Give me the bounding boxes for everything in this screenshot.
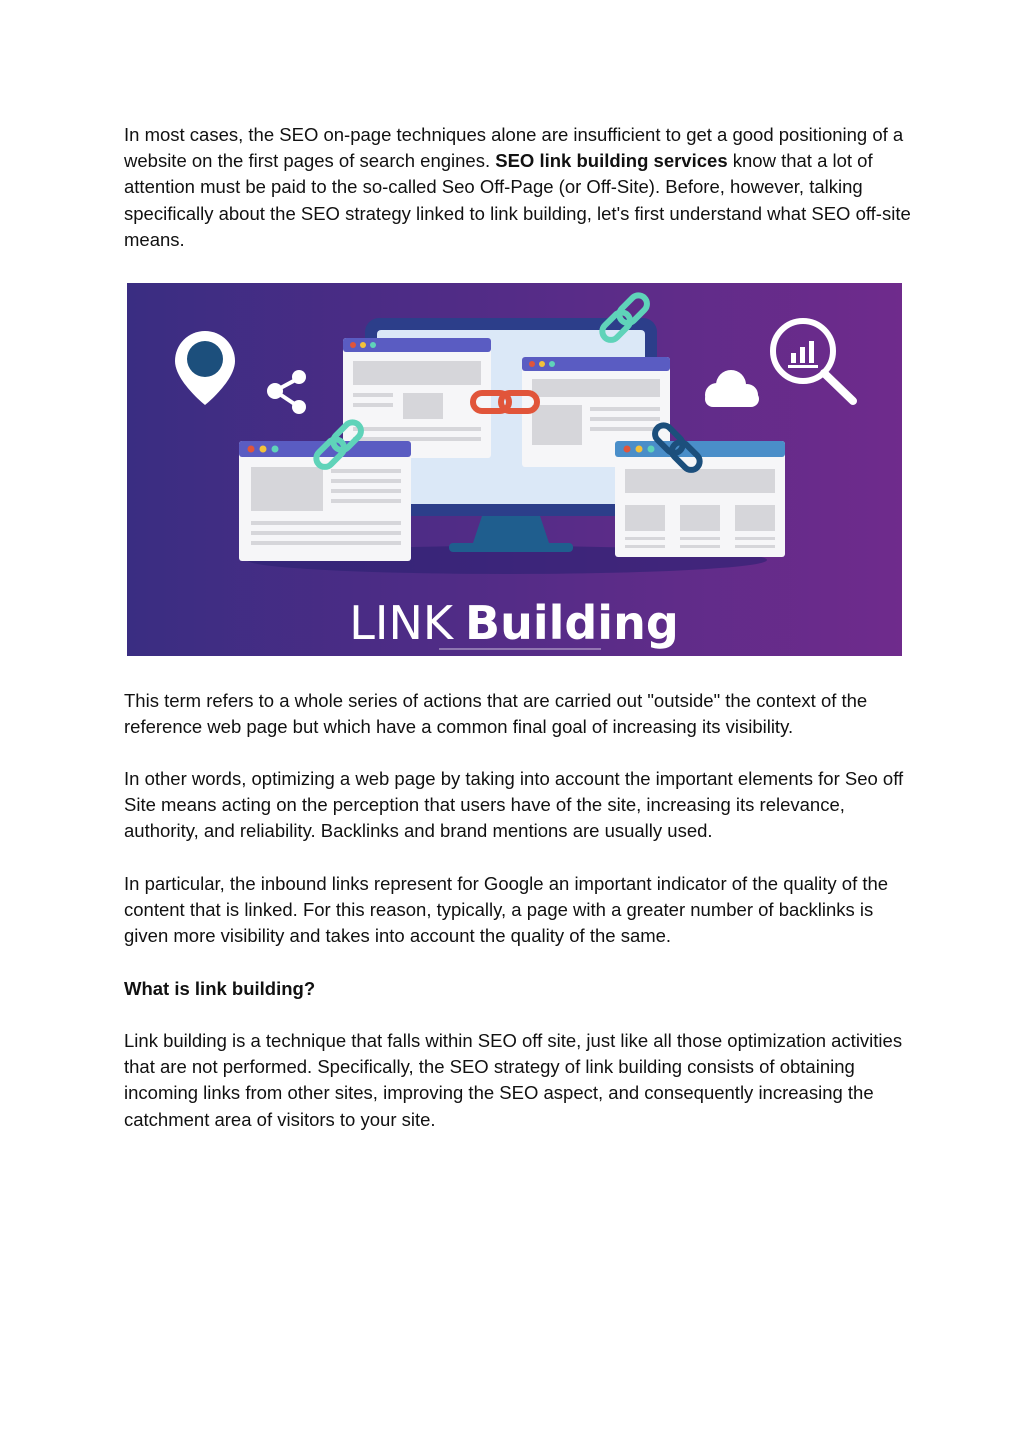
paragraph-outside-context: This term refers to a whole series of actions that are carried out "outside" the context of the reference web page but which have a common final goal of increasing its visibility. — [124, 690, 868, 738]
paragraph-other-words: In other words, optimizing a web page by taking into account the important elements for Seo off Site means acting on the perception that users have of the site, increasing its relevance, authority, and reliability. Backlinks and brand mentions are usually used. — [124, 768, 904, 842]
browser-window-top-left — [343, 338, 491, 458]
intro-text-before: In most cases, the SEO on-page techniques alone are insufficient to get a good positioning of a website on the first pages of search engines. — [124, 124, 904, 172]
link-building-hero-image — [127, 283, 902, 656]
intro-paragraph — [124, 122, 914, 253]
section-heading: What is link building? — [124, 978, 316, 999]
paragraph-link-building: Link building is a technique that falls within SEO off site, just like all those optimization activities that are not performed. Specifically, the SEO strategy of link building consists of obtaining incoming links from other sites, improving the SEO aspect, and consequently increasing the catchment area of visitors to your site. — [124, 1030, 903, 1130]
hero-title-bold: Building — [465, 596, 679, 650]
paragraph-inbound-links: In particular, the inbound links represent for Google an important indicator of the quality of the content that is linked. For this reason, typically, a page with a greater number of backlinks is given more visibility and takes into account the quality of the same. — [124, 873, 889, 947]
hero-title — [349, 596, 679, 650]
intro-text-after: know that a lot of attention must be paid to the so-called Seo Off-Page (or Off-Site). Before, however, talking specifically about the SEO strategy linked to link building, let's first understand what SEO off-site means. — [124, 150, 911, 250]
seo-services-link-text[interactable]: SEO link building services — [495, 150, 728, 172]
hero-title-light: LINK — [349, 596, 454, 650]
browser-window-left — [239, 441, 411, 561]
